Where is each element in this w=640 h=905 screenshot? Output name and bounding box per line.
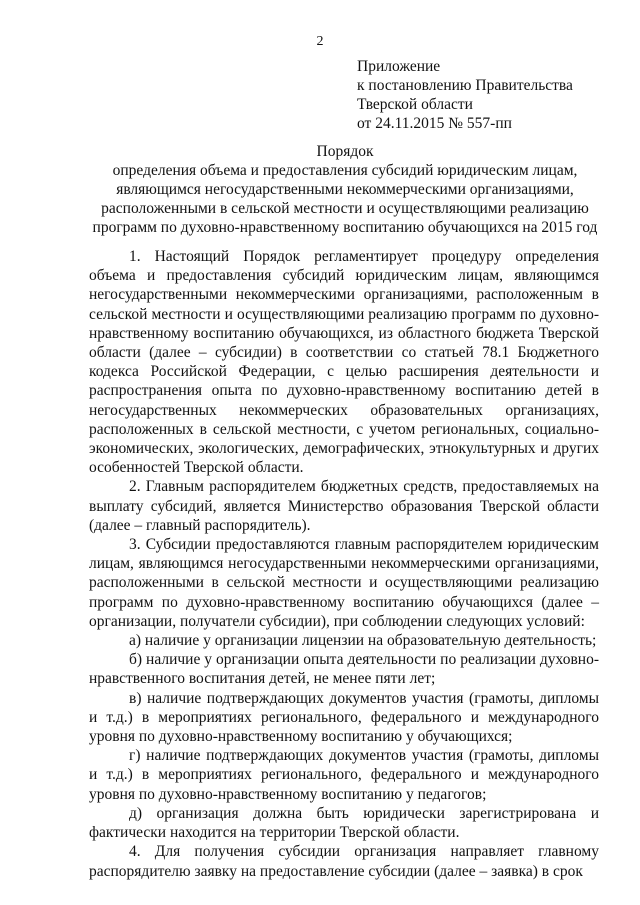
appendix-line: к постановлению Правительства [357,77,573,94]
title-line: расположенными в сельской местности и осуществляющими реализацию [101,200,589,217]
title-line: программ по духовно-нравственному воспитанию обучающихся на 2015 год [92,219,598,236]
condition-g: г) наличие подтверждающих документов участия (грамоты, дипломы и т.д.) в мероприятиях регионального, федерального и международного уровня по духовно-нравственному воспитанию у педагогов; [89,747,599,803]
paragraph-3: 3. Субсидии предоставляются главным распорядителем юридическим лицам, являющимся негосударственными некоммерческими организациями, расположенными в сельской местности и осуществляющими реализацию программ по духовно-нравственному воспитанию обучающихся (далее – организации, получатели субсидии), при соблюдении следующих условий: [89,536,599,630]
paragraph-4: 4. Для получения субсидии организация направляет главному распорядителю заявку на предоставление субсидии (далее – заявка) в срок [89,843,599,880]
appendix-header [357,57,573,133]
page-number: 2 [316,34,324,49]
title-line: определения объема и предоставления субсидий юридическим лицам, [112,162,578,179]
condition-b: б) наличие у организации опыта деятельности по реализации духовно-нравственного воспитания детей, не менее пяти лет; [89,651,599,688]
paragraph-1: 1. Настоящий Порядок регламентирует процедуру определения объема и предоставления субсидий юридическим лицам, являющимся негосударственными некоммерческими организациями, расположенным в сельской местности и осуществляющими реализацию программ по духовно-нравственному воспитанию обучающихся, из областного бюджета Тверской области (далее – субсидии) в соответствии со статьей 78.1 Бюджетного кодекса Российской Федерации, с целью расширения деятельности и распространения опыта по духовно-нравственному воспитанию детей в негосударственных некоммерческих образовательных организациях, расположенных в сельской местности, с учетом региональных, социально-экономических, экологических, демографических, этнокультурных и других особенностей Тверской области. [89,248,599,477]
condition-d: д) организация должна быть юридически зарегистрирована и фактически находится на территории Тверской области. [89,804,599,842]
paragraph-2: 2. Главным распорядителем бюджетных средств, предоставляемых на выплату субсидий, является Министерство образования Тверской области (далее – главный распорядитель). [89,478,599,534]
document-title [70,142,620,237]
condition-a: а) наличие у организации лицензии на образовательную деятельность; [129,632,597,650]
appendix-line: Тверской области [357,96,473,113]
appendix-line: Приложение [357,58,441,75]
appendix-date: от 24.11.2015 № 557-пп [357,115,512,132]
condition-v: в) наличие подтверждающих документов участия (грамоты, дипломы и т.д.) в мероприятиях регионального, федерального и международного уровня по духовно-нравственному воспитанию у обучающихся; [89,689,599,746]
title-line: являющимся негосударственными некоммерческими организациями, [116,181,574,198]
document-body [89,247,599,881]
title-line: Порядок [316,143,374,160]
